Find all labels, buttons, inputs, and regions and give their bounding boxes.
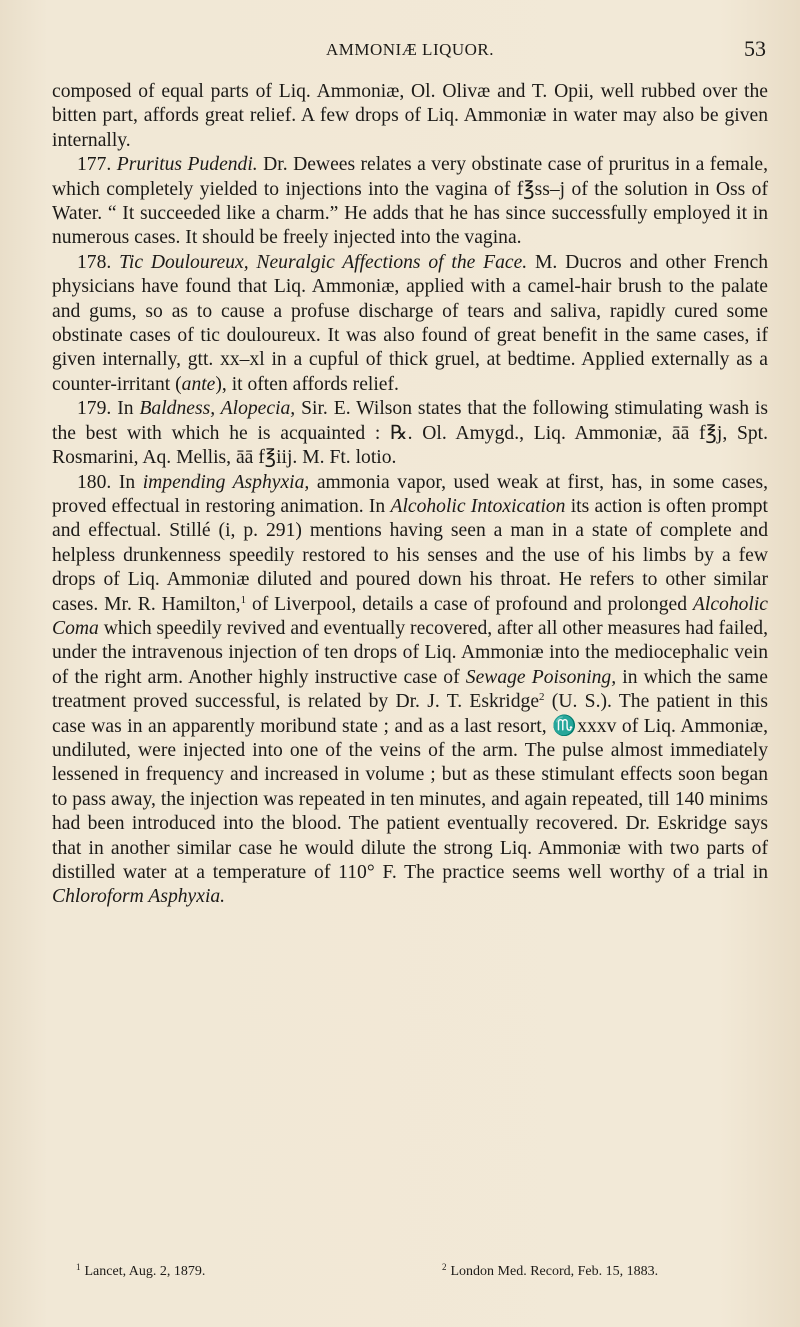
text-run: in which the same treatment proved successful, is related by Dr. J. T. Eskridge <box>52 666 768 713</box>
body-text <box>52 80 768 910</box>
paragraph-178 <box>52 251 768 397</box>
footnote-2 <box>442 1263 658 1281</box>
italic-term: Chloroform Asphyxia. <box>52 886 226 908</box>
text-run: ammonia vapor, used weak at first, has, in some cases, proved effectual in restoring animation. In <box>52 471 768 517</box>
text-run: ), it often affords relief. <box>215 373 399 395</box>
section-heading: Pruritus Pudendi. <box>116 154 258 176</box>
text-run: Dr. Dewees relates a very obstinate case of pruritus in a female, which completely yielded to injections into the vagina of f℥ss–j of the solution in Oss of Water. “ It succeeded like a charm.” He adds that he has since successfully employed it in numerous cases. It should be freely injected into the vagina. <box>52 154 769 249</box>
footnote-text: London Med. Record, Feb. 15, 1883. <box>450 1264 659 1279</box>
footnote-1 <box>76 1263 205 1281</box>
section-number: 177. <box>77 154 117 176</box>
text-run: its action is often prompt and effectual. Stillé (i, p. 291) mentions having seen a man in a state of complete and helpless drunkenness speedily restored to his senses and the use of his limbs by a few drops of Liq. Ammoniæ diluted and poured down his throat. He refers to other similar cases. Mr. R. Hamilton, <box>52 495 768 615</box>
footnote-ref-1: 1 <box>240 593 247 606</box>
footnote-mark: 2 <box>442 1262 447 1272</box>
running-head: AMMONIÆ LIQUOR. <box>325 40 495 59</box>
page-number: 53 <box>744 36 766 61</box>
text-run: M. Ducros and other French physicians have found that Liq. Ammoniæ, applied with a camel-hair brush to the palate and gums, so as to cause a profuse discharge of tears and saliva, rapidly cured some obstinate cases of tic douloureux. It was also found of great benefit in the same cases, if given internally, gtt. xx–xl in a cupful of thick gruel, at bedtime. Applied externally as a counter-irritant ( <box>52 251 768 395</box>
footnote-mark: 1 <box>76 1262 81 1272</box>
page-header <box>52 36 768 66</box>
text-run: (U. S.). The patient in this case was in an apparently moribund state ; and as a last resort, ♏xxxv of Liq. Ammoniæ, undiluted, were injected into one of the veins of the arm. The pulse almost immediately lessened in frequency and increased in volume ; but as these stimulant effects soon began to pass away, the injection was repeated in ten minutes, and again repeated, till 140 minims had been introduced into the blood. The patient eventually recovered. Dr. Eskridge says that in another similar case he would dilute the strong Liq. Ammoniæ with two parts of distilled water at a temperature of 110° F. The practice seems well worthy of a trial in <box>52 691 768 883</box>
paragraph-180 <box>52 471 768 910</box>
section-number: 180. In <box>77 471 143 493</box>
text-run: composed of equal parts of Liq. Ammoniæ, Ol. Olivæ and T. Opii, well rubbed over the bitten part, affords great relief. A few drops of Liq. Ammoniæ in water may also be given internally. <box>52 81 768 151</box>
paragraph-continued <box>52 80 768 153</box>
paragraph-177 <box>52 153 768 251</box>
italic-term: Alcoholic Coma <box>52 593 769 639</box>
text-run: which speedily revived and eventually recovered, after all other measures had failed, under the intravenous injection of ten drops of Liq. Ammoniæ into the mediocephalic vein of the right arm. Another highly instructive case of <box>52 617 768 688</box>
text-run: of Liverpool, details a case of profound and prolonged <box>246 593 693 615</box>
footnote-text: Lancet, Aug. 2, 1879. <box>84 1264 206 1279</box>
paragraph-179 <box>52 397 768 470</box>
italic-term: ante <box>181 373 216 395</box>
section-heading: Tic Douloureux, Neuralgic Affections of the Face. <box>119 251 528 273</box>
footnote-ref-2: 2 <box>539 691 545 704</box>
section-heading: Baldness, Alopecia, <box>139 398 296 420</box>
text-run: Sir. E. Wilson states that the following stimulating wash is the best with which he is acquainted : ℞. Ol. Amygd., Liq. Ammoniæ, āā f℥j, Spt. Rosmarini, Aq. Mellis, āā f℥iij. M. Ft. lotio. <box>52 398 768 469</box>
section-heading: impending Asphyxia, <box>142 471 310 493</box>
italic-term: Alcoholic Intoxication <box>390 495 566 517</box>
section-number: 178. <box>77 251 120 273</box>
section-number: 179. In <box>77 398 140 420</box>
italic-term: Sewage Poisoning, <box>465 666 617 688</box>
